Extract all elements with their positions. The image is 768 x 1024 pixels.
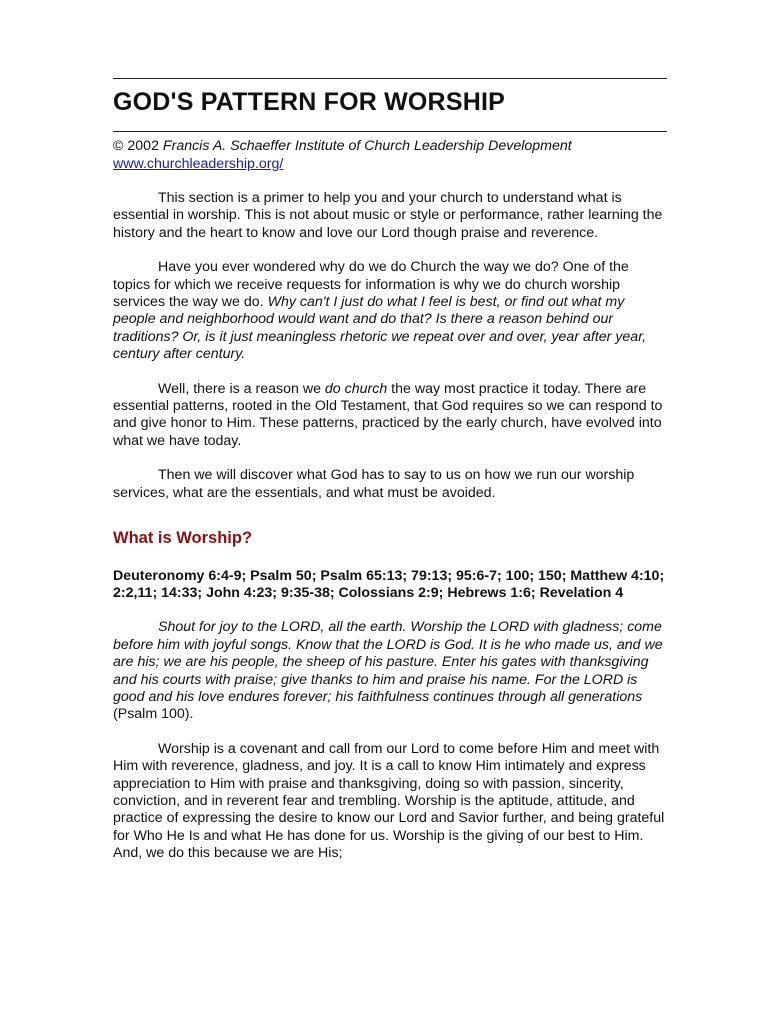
copyright-line [113,137,667,155]
question-paragraph-text: Have you ever wondered why do we do Church the way we do? One of the topics for which we receive requests for information is why we do church worship services the way we do. [113,259,629,311]
intro-paragraph: This section is a primer to help you and your church to understand what is essential in worship. This is not about music or style or performance, rather learning the history and the heart to know and love our Lord though praise and reverence. [113,190,663,241]
document-body [113,190,667,880]
copyright-year: © 2002 [113,138,159,154]
source-info [113,137,667,173]
psalm-quote: Shout for joy to the LORD, all the earth. Worship the LORD with gladness; come before him with joyful songs. Know that the LORD is God. It is he who made us, and we are his; we are his people, the sheep of his pasture. Enter his gates with thanksgiving and his courts with praise; give thanks to him and praise his name. For the LORD is good and his love endures forever; his faithfulness continues through all generations [113,619,663,705]
question-paragraph-italic: Why can't I just do what I feel is best, or find out what my people and neighborhood would want and do that? Is there a reason behind our traditions? Or, is it just meaningless rhetoric we repeat over and over, year after year, century after century. [113,294,647,363]
title-divider [113,131,667,132]
worship-definition-paragraph: Worship is a covenant and call from our Lord to come before Him and meet with Him with reverence, gladness, and joy. It is a call to know Him intimately and express appreciation to Him with praise and thanksgiving, doing so with passion, sincerity, conviction, and in reverent fear and trembling. Worship is the aptitude, attitude, and practice of expressing the desire to know our Lord and Savior further, and being grateful for Who He Is and what He has done for us. Worship is the giving of our best to Him. And, we do this because we are His; [113,740,665,862]
reason-paragraph [113,381,667,451]
question-paragraph [113,259,667,363]
scripture-references: Deuteronomy 6:4-9; Psalm 50; Psalm 65:13; 79:13; 95:6-7; 100; 150; Matthew 4:10; 2:2,11; 14:33; John 4:23; 9:35-38; Colossians 2:9; Hebrews 1:6; Revelation 4 [113,567,665,601]
reason-paragraph-start: Well, there is a reason we [158,380,325,397]
organization-name: Francis A. Schaeffer Institute of Church Leadership Development [162,138,572,154]
section-heading: What is Worship? [113,529,253,548]
website-link[interactable]: www.churchleadership.org/ [113,156,284,172]
reason-paragraph-end: the way most practice it today. There are essential patterns, rooted in the Old Testament, that God requires so we can respond to and give honor to Him. These patterns, practiced by the early church, have evolved into what we have today. [113,380,663,449]
psalm-quote-paragraph [113,619,667,723]
discover-paragraph: Then we will discover what God has to say to us on how we run our worship services, what are the essentials, and what must be avoided. [113,467,635,501]
reason-paragraph-italic: do church [324,380,388,397]
top-divider [113,78,667,79]
page-title: GOD'S PATTERN FOR WORSHIP [113,88,505,116]
psalm-citation: (Psalm 100). [113,706,194,723]
